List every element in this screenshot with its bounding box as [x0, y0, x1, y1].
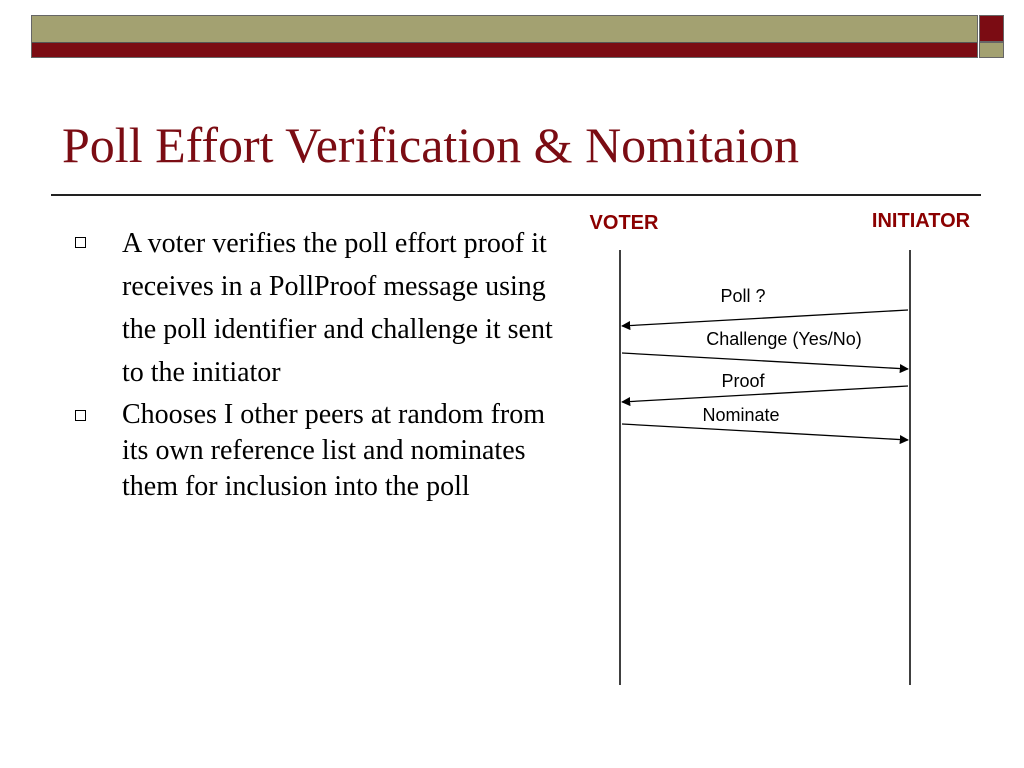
proof-message-arrow: [622, 386, 908, 402]
initiator-label: INITIATOR: [871, 210, 971, 232]
voter-label: VOTER: [589, 212, 659, 234]
bullet-text: A voter verifies the poll effort proof it receives in a PollProof message using the poll identifier and challenge it sent to the initiator: [122, 228, 553, 388]
proof-message-label: Proof: [721, 371, 765, 391]
slide-title: Poll Effort Verification & Nomitaion: [62, 117, 799, 173]
poll-message-label: Poll ?: [720, 286, 766, 306]
nominate-message-label: Nominate: [702, 405, 780, 425]
bullet-text: Chooses I other peers at random from its own reference list and nominates them for inclusion into the poll: [122, 399, 545, 502]
nominate-message-arrow: [622, 424, 908, 440]
challenge-message-arrow: [622, 353, 908, 369]
challenge-message-label: Challenge (Yes/No): [706, 329, 862, 349]
poll-message-arrow: [622, 310, 908, 326]
